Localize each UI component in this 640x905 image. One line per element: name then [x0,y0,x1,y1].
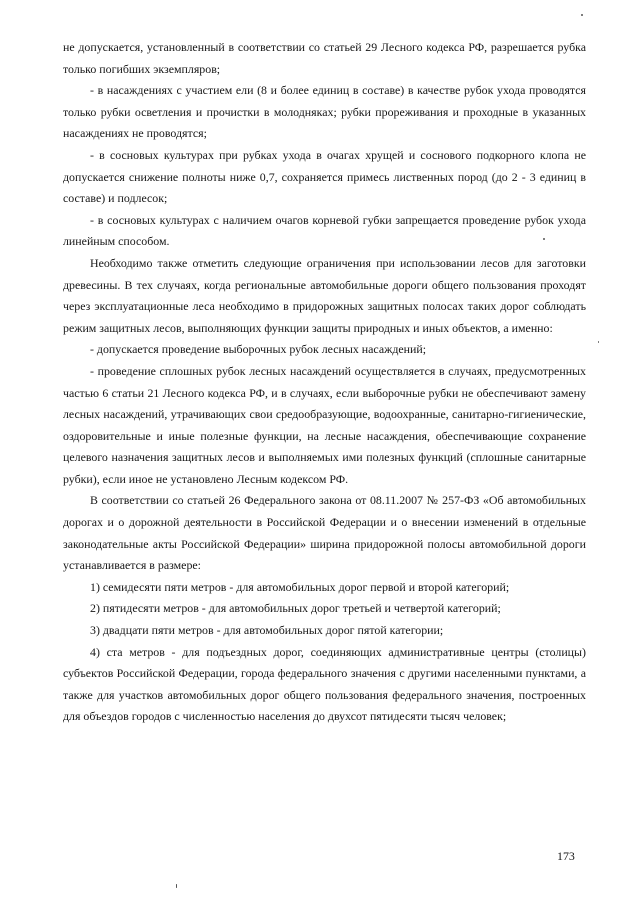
list-item: 1) семидесяти пяти метров - для автомобильных дорог первой и второй категорий; [90,579,510,594]
list-item: 3) двадцати пяти метров - для автомобильных дорог пятой категории; [90,623,444,638]
paragraph: не допускается, установленный в соответствии со статьей 29 Лесного кодекса РФ, разрешается рубка только погибших экземпляров; [63,40,586,76]
body-text [63,37,586,728]
scan-speck [543,238,545,240]
page-number: 173 [557,849,575,863]
paragraph: Необходимо также отметить следующие ограничения при использовании лесов для заготовки древесины. В тех случаях, когда региональные автомобильные дороги общего пользования проходят через эксплуатационные леса необходимо в придорожных защитных полосах таких дорог соблюдать режим защитных лесов, выполняющих функции защиты природных и иных объектов, а именно: [63,255,586,335]
list-item: 2) пятидесяти метров - для автомобильных дорог третьей и четвертой категорий; [90,601,501,616]
scan-speck [176,884,177,888]
list-item: 4) ста метров - для подъездных дорог, соединяющих административные центры (столицы) субъектов Российской Федерации, города федерального значения с другими населенными пунктами, а также для участков автомобильных дорог общего пользования федерального значения, построенных для объездов городов с численностью населения до двухсот пятидесяти тысяч человек; [63,644,586,724]
list-item: - в насаждениях с участием ели (8 и более единиц в составе) в качестве рубок ухода проводятся только рубки осветления и прочистки в молодняках; рубки прореживания и проходные в указанных насаждениях не проводятся; [63,83,586,141]
list-item: - в сосновых культурах с наличием очагов корневой губки запрещается проведение рубок ухода линейным способом. [63,212,586,249]
list-item: - допускается проведение выборочных рубок лесных насаждений; [90,342,427,357]
list-item: - в сосновых культурах при рубках ухода в очагах хрущей и соснового подкорного клопа не допускается снижение полноты ниже 0,7, сохраняется примесь лиственных пород (до 2 - 3 единиц в составе) и подлесок; [63,147,586,206]
paragraph: В соответствии со статьей 26 Федерального закона от 08.11.2007 № 257-ФЗ «Об автомобильных дорогах и о дорожной деятельности в Российской Федерации и о внесении изменений в отдельные законодательные акты Российской Федерации» ширина придорожной полосы автомобильной дороги устанавливается в размере: [63,493,586,573]
scan-speck [581,14,583,16]
scan-speck [598,341,599,343]
list-item: - проведение сплошных рубок лесных насаждений осуществляется в случаях, предусмотренных частью 6 статьи 21 Лесного кодекса РФ, и в случаях, если выборочные рубки не обеспечивают замену лесных насаждений, утрачивающих свои средообразующие, водоохранные, санитарно-гигиенические, оздоровительные и иные полезные функции, на лесные насаждения, обеспечивающие сохранение целевого назначения защитных лесов и выполняемых ими полезных функций (сплошные санитарные рубки), если иное не установлено Лесным кодексом РФ. [63,363,586,486]
